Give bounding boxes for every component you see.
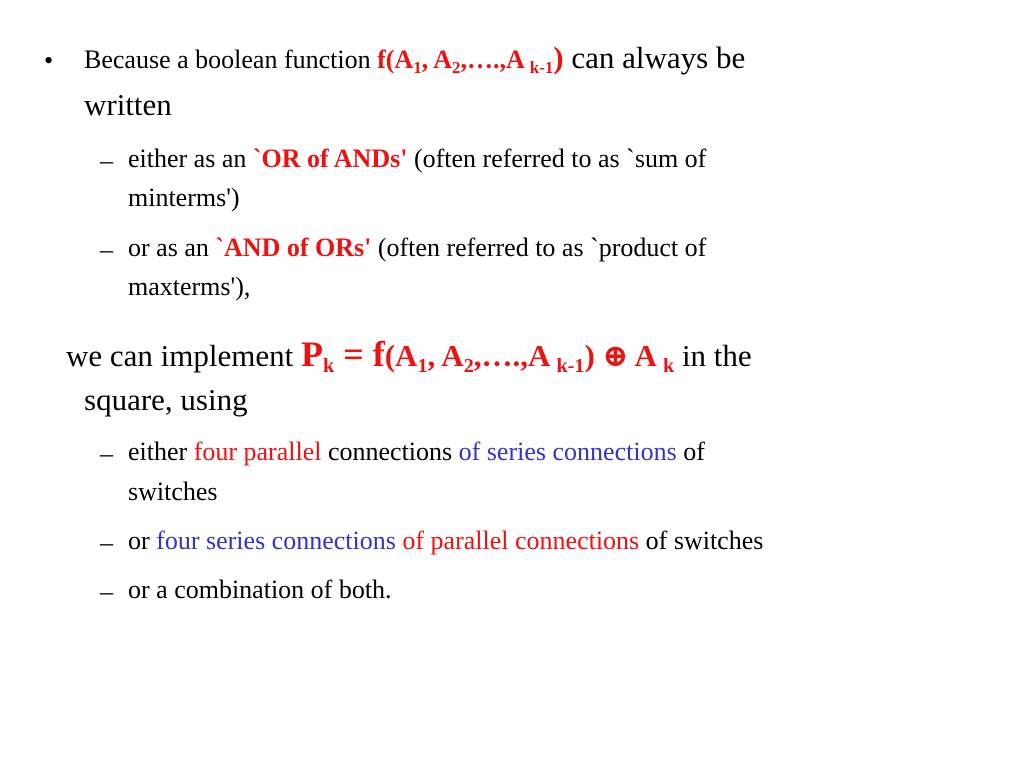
formula-open: (A	[384, 338, 418, 373]
bullet-1-text-a: Because a boolean function	[84, 45, 378, 74]
or-of-ands: `OR of ANDs'	[252, 144, 408, 173]
bullet-marker: •	[44, 46, 54, 75]
dash-marker: –	[100, 235, 113, 264]
bullet-1-line-1	[84, 40, 746, 78]
four-series-connections: four series connections	[156, 526, 396, 555]
formula-ellipsis: ,….,A	[473, 338, 557, 373]
formula-p: P	[301, 334, 323, 374]
sub-4-text-a: or	[128, 526, 157, 555]
bullet-1-text-b: can always be	[563, 40, 746, 75]
sub-3-line-2: switches	[128, 477, 218, 506]
sub-2-text-a: or as an	[128, 233, 216, 262]
dash-marker: –	[100, 528, 113, 557]
sub-1-line-2: minterms')	[128, 183, 240, 212]
and-of-ors: `AND of ORs'	[215, 233, 372, 262]
sub-1: 1	[413, 58, 422, 78]
bullet-1-line-2: written	[84, 87, 172, 122]
sub-4-text-b: of switches	[639, 526, 764, 555]
func-open: f(A	[377, 45, 414, 74]
sub-3-line-1	[128, 439, 705, 465]
sub-k1: k-1	[529, 58, 554, 78]
formula-ak-sub: k	[662, 355, 675, 378]
implement-line-1	[66, 334, 752, 378]
formula-eq-f: = f	[334, 334, 385, 374]
formula-sub-2: 2	[463, 355, 474, 378]
pk-formula	[301, 334, 675, 378]
dash-marker: –	[100, 439, 113, 468]
sub-3-text-c: of	[676, 437, 705, 466]
implement-text-a: we can implement	[66, 338, 301, 373]
sub-1-line-1	[128, 146, 706, 172]
func-a2: , A	[421, 45, 452, 74]
of-series-connections: of series connections	[458, 437, 677, 466]
formula-a2: , A	[427, 338, 464, 373]
formula-sub-k1: k-1	[556, 355, 585, 378]
sub-2-line-2: maxterms'),	[128, 272, 251, 301]
sub-2-line-1	[128, 235, 706, 261]
formula-p-sub: k	[323, 355, 335, 378]
implement-text-b: in the	[674, 338, 752, 373]
four-parallel: four parallel	[193, 437, 322, 466]
sub-3-text-a: either	[128, 437, 194, 466]
sub-3-text-b: connections	[321, 437, 459, 466]
implement-line-2: square, using	[84, 382, 248, 417]
function-expression	[377, 40, 564, 78]
sub-4-line-1	[128, 528, 763, 554]
xor-symbol: ⊕	[594, 338, 635, 373]
formula-sub-1: 1	[417, 355, 428, 378]
func-close: )	[553, 40, 564, 75]
of-parallel-connections: of parallel connections	[395, 526, 640, 555]
sub-2: 2	[452, 58, 461, 78]
sub-2-text-b: (often referred to as `product of	[371, 233, 707, 262]
dash-marker: –	[100, 146, 113, 175]
sub-1-text-b: (often referred to as `sum of	[407, 144, 707, 173]
formula-ak: A	[634, 338, 663, 373]
sub-1-text-a: either as an	[128, 144, 253, 173]
formula-close: )	[584, 338, 595, 373]
sub-5-line-1: or a combination of both.	[128, 575, 392, 604]
dash-marker: –	[100, 577, 113, 606]
func-ellipsis: ,….,A	[460, 45, 530, 74]
